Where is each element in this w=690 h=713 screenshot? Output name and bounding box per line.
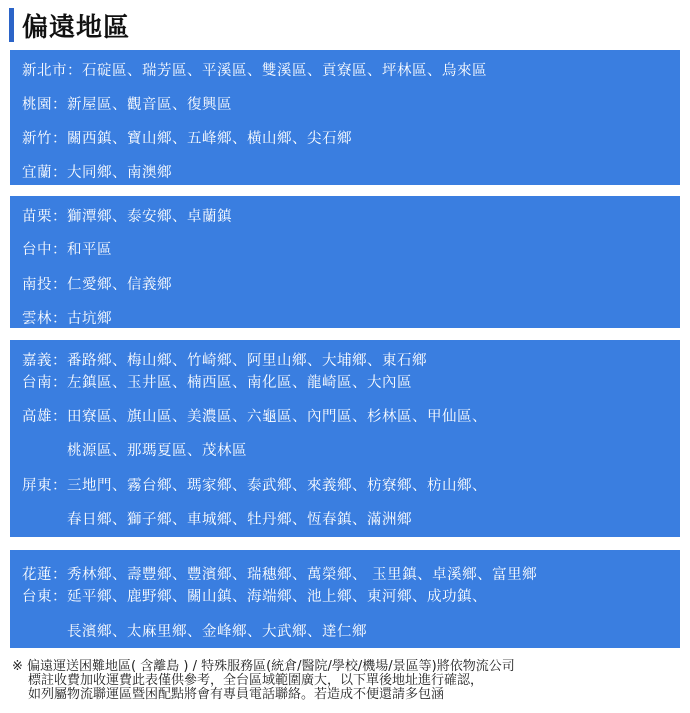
region-row: 台南：左鎮區、玉井區、楠西區、南化區、龍崎區、大內區 [22, 375, 412, 391]
footnote [12, 660, 682, 702]
footnote-line: 如列屬物流聯運區暨困配點將會有專員電話聯絡。若造成不便還請多包涵 [28, 687, 445, 702]
region-row: 台東：延平鄉、鹿野鄉、關山鎮、海端鄉、池上鄉、東河鄉、成功鎮、 [22, 589, 487, 605]
region-row: 春日鄉、獅子鄉、車城鄉、牡丹鄉、恆春鎮、滿洲鄉 [22, 512, 412, 528]
region-row: 屏東：三地門、霧台鄉、瑪家鄉、泰武鄉、來義鄉、枋寮鄉、枋山鄉、 [22, 478, 487, 494]
title-text: 偏遠地區 [22, 12, 131, 43]
page-title [9, 7, 130, 43]
region-row: 桃園：新屋區、觀音區、復興區 [22, 97, 232, 113]
region-row: 雲林：古坑鄉 [22, 311, 112, 327]
title-accent-bar [9, 8, 14, 42]
region-row: 台中：和平區 [22, 242, 112, 258]
region-row: 長濱鄉、太麻里鄉、金峰鄉、大武鄉、達仁鄉 [22, 624, 367, 640]
region-panel-north [10, 50, 680, 185]
region-row: 新北市：石碇區、瑞芳區、平溪區、雙溪區、貢寮區、坪林區、烏來區 [22, 63, 487, 79]
region-row: 桃源區、那瑪夏區、茂林區 [22, 443, 247, 459]
region-panel-central [10, 196, 680, 328]
footnote-line: ※ 偏遠運送困難地區( 含離島 ) / 特殊服務區(統倉/醫院/學校/機場/景區等)將依物流公司 [12, 659, 515, 674]
region-row: 嘉義：番路鄉、梅山鄉、竹崎鄉、阿里山鄉、大埔鄉、東石鄉 [22, 353, 427, 369]
region-row: 新竹：關西鎮、寶山鄉、五峰鄉、橫山鄉、尖石鄉 [22, 131, 352, 147]
region-row: 宜蘭：大同鄉、南澳鄉 [22, 165, 172, 181]
footnote-line: 標註收費加收運費此表僅供參考，全台區域範圍廣大，以下單後地址進行確認， [28, 673, 484, 688]
region-row: 南投：仁愛鄉、信義鄉 [22, 277, 172, 293]
region-row: 花蓮：秀林鄉、壽豐鄉、豐濱鄉、瑞穗鄉、萬榮鄉、 玉里鎮、卓溪鄉、富里鄉 [22, 567, 538, 583]
region-row: 苗栗：獅潭鄉、泰安鄉、卓蘭鎮 [22, 209, 232, 225]
region-panel-south [10, 340, 680, 537]
region-row: 高雄：田寮區、旗山區、美濃區、六龜區、內門區、杉林區、甲仙區、 [22, 409, 487, 425]
region-panel-east [10, 550, 680, 648]
